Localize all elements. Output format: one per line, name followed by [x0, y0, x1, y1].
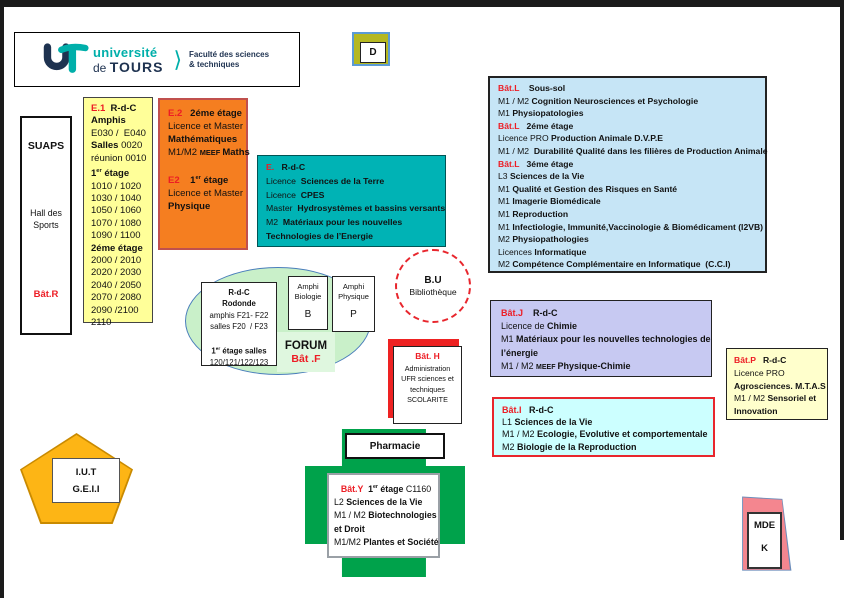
- text-line: Bât.L Sous-sol: [498, 83, 566, 93]
- building-h-lines: [394, 364, 461, 406]
- suaps-hall-label: Hall des Sports: [30, 208, 62, 230]
- text-line: 2000 / 2010: [91, 255, 142, 267]
- text-line: Licence et Master: [168, 121, 243, 132]
- text-line: 1er étage: [91, 168, 130, 180]
- text-line: M2 Physiopathologies: [498, 234, 589, 245]
- text-line: Licence CPES: [266, 189, 325, 200]
- text-line: 1050 / 1060: [91, 205, 142, 217]
- ut-logo-icon: [41, 43, 89, 77]
- building-h-title: Bât. H: [415, 351, 440, 361]
- text-line: [168, 159, 246, 172]
- text-line: M2 Compétence Complémentaire en Informatique (C.C.I): [498, 259, 731, 270]
- text-line: 1090 / 1100: [91, 230, 141, 242]
- text-line: et Droit: [334, 523, 365, 534]
- text-line: l’énergie: [501, 347, 539, 358]
- text-line: Licence Sciences de la Terre: [266, 175, 385, 186]
- building-e: [257, 155, 446, 247]
- text-line: 2040 / 2050: [91, 279, 142, 291]
- text-line: salles F20 / F23: [210, 321, 268, 331]
- text-line: Mathématiques: [168, 134, 238, 145]
- building-p: [726, 348, 828, 420]
- text-line: L3 Sciences de la Vie: [498, 171, 585, 182]
- bu-subtitle: Bibliothèque: [409, 287, 457, 297]
- pharmacie-label-box: Pharmacie: [345, 433, 445, 459]
- text-line: Salles 0020: [91, 140, 143, 152]
- text-line: M2 Biologie de la Reproduction: [502, 441, 637, 452]
- text-line: M1 / M2 Sensoriel et: [734, 393, 817, 404]
- library-bu-circle: [395, 249, 471, 323]
- text-line: M1/M2 Plantes et Société: [334, 536, 439, 547]
- amphi-physique-letter: P: [350, 309, 357, 320]
- text-line: M1 Matériaux pour les nouvelles technologies de: [501, 334, 711, 345]
- building-e2: [158, 98, 248, 250]
- text-line: Agrosciences. M.T.A.S: [734, 380, 826, 391]
- text-line: UFR sciences et: [401, 374, 454, 383]
- frame-left-border: [0, 0, 4, 598]
- text-line: Rodonde: [222, 299, 256, 309]
- amphi-biologie-box: Amphi Biologie B: [288, 276, 328, 330]
- text-line: M1 / M2 Biotechnologies: [334, 510, 437, 521]
- forum-label: [277, 332, 335, 372]
- logo-wordmark: [93, 46, 163, 74]
- building-d-marker: [352, 32, 390, 66]
- building-j: [490, 300, 712, 377]
- mde-title: MDE: [753, 520, 776, 531]
- forum-info-box: [201, 282, 277, 366]
- text-line: M2 Matériaux pour les nouvelles: [266, 217, 403, 228]
- text-line: M1 / M2 Cognition Neurosciences et Psychologie: [498, 95, 699, 106]
- text-line: Technologies de l’Energie: [266, 230, 374, 241]
- text-line: Administration: [404, 363, 451, 373]
- text-line: Innovation: [734, 406, 778, 417]
- text-line: M1 Infectiologie, Immunité,Vaccinologie & Biomédicament (I2VB): [498, 221, 764, 232]
- building-y: [327, 473, 440, 558]
- text-line: réunion 0010: [91, 152, 147, 164]
- text-line: Licences Informatique: [498, 246, 587, 257]
- text-line: M1 Reproduction: [498, 208, 569, 219]
- text-line: 2070 / 2080: [91, 292, 142, 304]
- university-logo-box: [14, 32, 300, 87]
- suaps-title: SUAPS: [27, 140, 65, 152]
- text-line: M1 Qualité et Gestion des Risques en Santé: [498, 183, 678, 194]
- forum-bat-f-label: Bât .F: [291, 352, 321, 365]
- text-line: Bât.L 2éme étage: [498, 120, 574, 131]
- text-line: M1 / M2 MEEF Physique-Chimie: [501, 360, 631, 371]
- iut-geii-label: G.E.I.I: [72, 483, 100, 495]
- building-h: [393, 346, 462, 424]
- logo-universite: université: [93, 44, 158, 60]
- text-line: 2020 / 2030: [91, 267, 142, 279]
- logo-brace-icon: ⟩: [173, 46, 183, 72]
- bu-title: B.U: [424, 275, 442, 286]
- forum-title: FORUM: [284, 339, 328, 352]
- text-line: 1030 / 1040: [91, 193, 142, 204]
- text-line: Master Hydrosystèmes et bassins versants: [266, 203, 446, 214]
- text-line: Licence et Master: [168, 188, 243, 200]
- text-line: Bât.P R-d-C: [734, 355, 787, 365]
- logo-de-tours: de TOURS: [93, 58, 164, 75]
- text-line: [202, 332, 276, 343]
- text-line: Bât.I R-d-C: [502, 405, 554, 415]
- amphi-physique-box: Amphi Physique P: [332, 276, 375, 332]
- text-line: Physique: [168, 201, 211, 213]
- mde-k-label: K: [761, 543, 768, 554]
- suaps-bat-r-label: Bât.R: [33, 289, 59, 300]
- text-line: amphis F21- F22: [209, 310, 269, 320]
- building-e1: [83, 97, 153, 329]
- text-line: 1er étage salles: [211, 346, 267, 357]
- frame-top-border: [0, 0, 844, 7]
- text-line: E030 / E040: [91, 127, 146, 139]
- text-line: Bât.Y 1er étage C1160: [340, 483, 432, 494]
- text-line: 120/121/122/123: [209, 358, 269, 368]
- frame-right-border: [840, 0, 844, 540]
- text-line: M1 / M2 Durabilité Qualité dans les filières de Production Animale: [498, 145, 768, 156]
- text-line: R-d-C: [228, 288, 250, 297]
- text-line: Amphis: [91, 115, 126, 127]
- building-d-label: D: [360, 42, 386, 63]
- text-line: M1 Physiopatologies: [498, 108, 584, 119]
- text-line: M1 Imagerie Biomédicale: [498, 196, 601, 207]
- text-line: Licence PRO Production Animale D.V.P.E: [498, 133, 663, 144]
- text-line: M1 / M2 Ecologie, Evolutive et comportementale: [502, 429, 708, 440]
- building-i: [492, 397, 715, 457]
- amphi-biologie-letter: B: [304, 309, 312, 320]
- text-line: 2110: [91, 317, 112, 329]
- text-line: techniques: [410, 384, 445, 394]
- iut-label-box: [52, 458, 120, 503]
- text-line: SCOLARITE: [407, 395, 448, 404]
- text-line: Bât.L 3éme étage: [498, 158, 574, 169]
- text-line: L2 Sciences de la Vie: [334, 497, 423, 508]
- text-line: E2 1er étage: [168, 175, 229, 187]
- text-line: 1070 / 1080: [91, 217, 142, 229]
- text-line: 2090 /2100: [91, 304, 139, 316]
- text-line: M1/M2 MEEF Maths: [168, 147, 250, 158]
- faculty-name: Faculté des sciences & techniques: [189, 50, 270, 69]
- iut-title: I.U.T: [75, 466, 97, 478]
- text-line: L1 Sciences de la Vie: [502, 417, 593, 428]
- text-line: Licence PRO: [734, 367, 785, 378]
- text-line: Licence de Chimie: [501, 321, 578, 332]
- text-line: E.2 2éme étage: [168, 108, 242, 119]
- text-line: Bât.J R-d-C: [501, 308, 558, 318]
- building-suaps: [20, 116, 72, 335]
- text-line: 2éme étage: [91, 242, 143, 254]
- text-line: 1010 / 1020: [91, 180, 142, 192]
- building-l: [488, 76, 767, 273]
- mde-label-box: [747, 512, 782, 569]
- text-line: E.1 R-d-C: [91, 103, 137, 114]
- text-line: E. R-d-C: [266, 162, 306, 172]
